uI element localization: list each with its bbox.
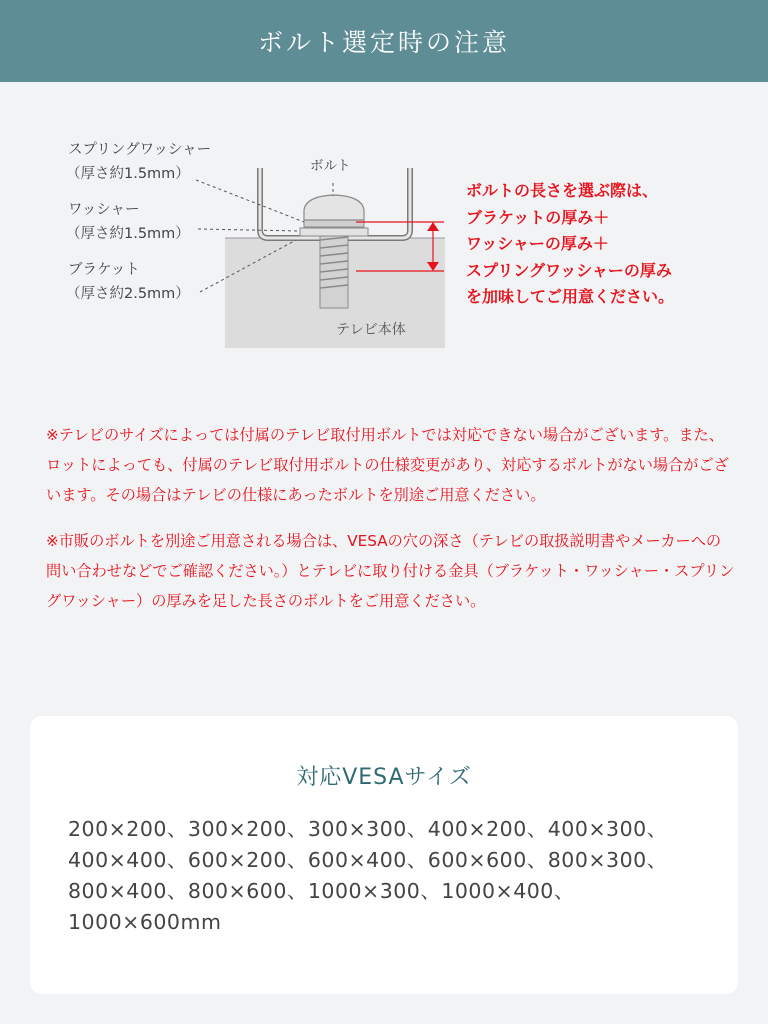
callout-line: ワッシャーの厚み＋	[466, 234, 609, 253]
spring-washer-label: スプリングワッシャー	[68, 142, 212, 158]
page-header	[0, 0, 768, 82]
note-paragraph: ※テレビのサイズによっては付属のテレビ取付用ボルトでは対応できない場合がございます。また、ロットによっても、付属のテレビ取付用ボルトの仕様変更があり、対応するボルトがない場合がございます。その場合はテレビの仕様にあったボルトを別途ご用意ください。	[46, 426, 729, 504]
note-paragraph: ※市販のボルトを別途ご用意される場合は、VESAの穴の深さ（テレビの取扱説明書やメーカーへの問い合わせなどでご確認ください。）とテレビに取り付ける金具（ブラケット・ワッシャー・スプリングワッシャー）の厚みを足した長さのボルトをご用意ください。	[46, 532, 735, 610]
spring-washer-shape	[304, 220, 364, 227]
tv-body-label: テレビ本体	[336, 322, 406, 338]
vesa-title: 対応VESAサイズ	[296, 765, 472, 790]
notes-section	[46, 420, 736, 632]
callout-line: ボルトの長さを選ぶ際は、	[466, 181, 659, 200]
callout-line: スプリングワッシャーの厚み	[466, 260, 672, 280]
bracket-thickness: （厚さ約2.5mm）	[66, 286, 190, 302]
vesa-size-list: 200×200、300×200、300×300、400×200、400×300、400×400、600×200、600×400、600×600、800×300、800×400、800×600、1000×300、1000×400、1000×600mm	[68, 817, 668, 934]
washer-thickness: （厚さ約1.5mm）	[66, 226, 190, 242]
bolt-length-callout	[466, 178, 674, 311]
bolt-head	[304, 195, 364, 220]
washer-label: ワッシャー	[68, 202, 140, 218]
bolt-label: ボルト	[310, 158, 351, 174]
washer-shape	[300, 228, 368, 236]
vesa-card	[30, 716, 738, 994]
page-title: ボルト選定時の注意	[257, 28, 510, 57]
callout-line: ブラケットの厚み＋	[466, 207, 610, 227]
spring-washer-thickness: （厚さ約1.5mm）	[66, 166, 190, 182]
callout-line: を加味してご用意ください。	[466, 287, 675, 306]
bracket-label: ブラケット	[68, 262, 140, 278]
